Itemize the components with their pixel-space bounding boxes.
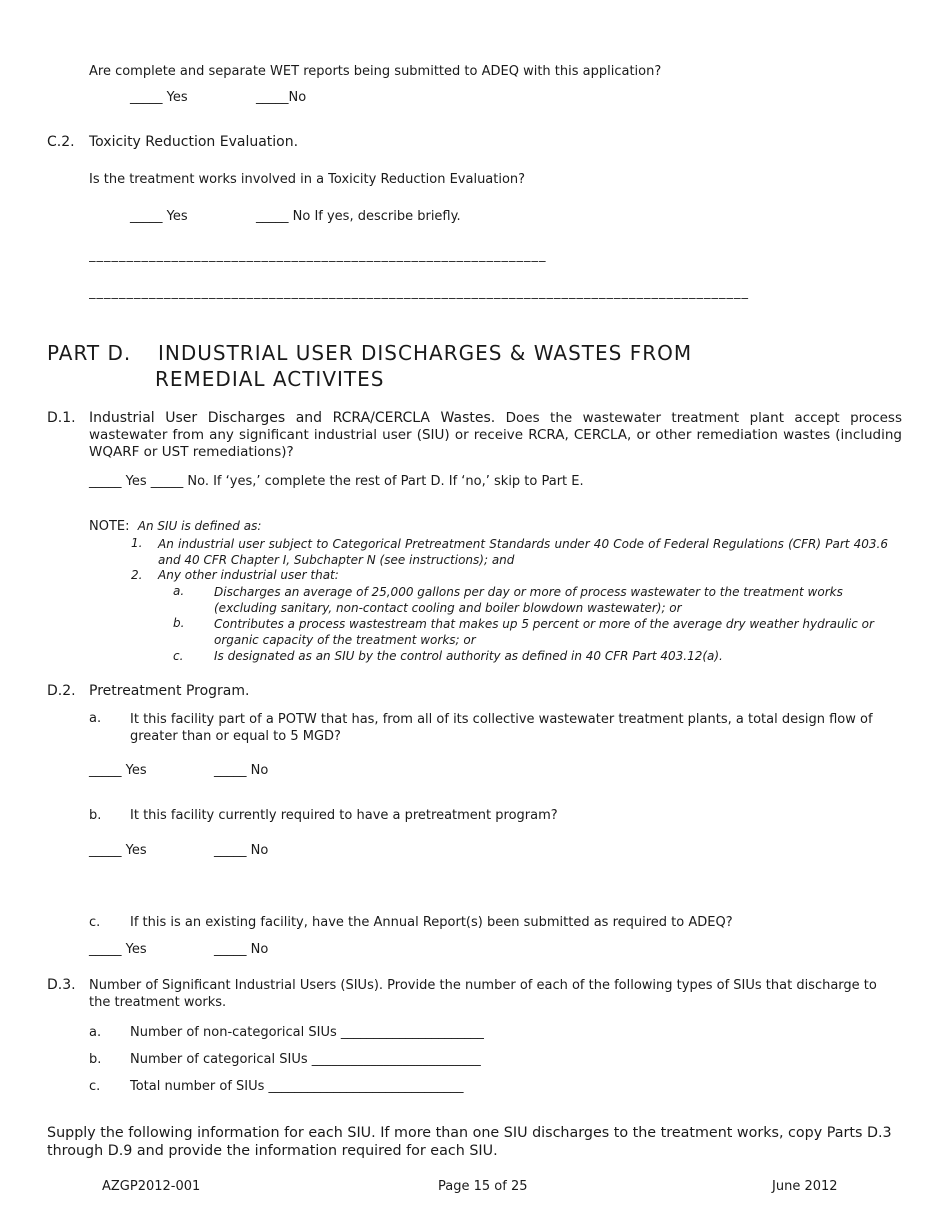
d3-non-categorical-field[interactable]: Number of non-categorical SIUs ______________________ (130, 1025, 484, 1040)
c1-yes-option[interactable]: _____ Yes (130, 90, 188, 105)
d1-text: Does the wastewater treatment plant accept process wastewater from any significant industrial user (SIU) or receive RCRA, CERCLA, or other remediation wastes (including WQARF or UST remediations)? (89, 410, 902, 460)
d1-note (89, 519, 261, 534)
d2-b-no-option[interactable]: _____ No (214, 843, 269, 858)
d1-heading: Industrial User Discharges and RCRA/CERCLA Wastes. (89, 410, 496, 426)
d2-c-marker: c. (89, 915, 101, 930)
d2-number: D.2. (47, 683, 76, 699)
note-subitem-marker: a. (173, 584, 185, 598)
note-label: NOTE: (89, 519, 130, 534)
note-subitem-text: Is designated as an SIU by the control authority as defined in 40 CFR Part 403.12(a). (214, 649, 723, 663)
footer-date: June 2012 (772, 1179, 838, 1194)
d3-item-marker: c. (89, 1079, 101, 1094)
c2-number: C.2. (47, 134, 75, 150)
d2-b-yes-option[interactable]: _____ Yes (89, 843, 147, 858)
part-d-title-line-1: INDUSTRIAL USER DISCHARGES & WASTES FROM (158, 341, 693, 365)
note-item-marker: 1. (131, 536, 143, 550)
d2-a-marker: a. (89, 711, 102, 726)
d2-a-question: It this facility part of a POTW that has, from all of its collective wastewater treatment plants, a total design flow of greater than or equal to 5 MGD? (130, 712, 873, 744)
footer-page-number: Page 15 of 25 (438, 1179, 528, 1194)
note-subitem-marker: b. (173, 616, 185, 630)
c1-question: Are complete and separate WET reports being submitted to ADEQ with this application? (89, 64, 662, 79)
note-subitem-text: Contributes a process wastestream that makes up 5 percent or more of the average dry weather hydraulic or organic capacity of the treatment works; or (214, 617, 874, 647)
note-intro: An SIU is defined as: (137, 519, 262, 533)
d2-c-no-option[interactable]: _____ No (214, 942, 269, 957)
d2-c-question: If this is an existing facility, have the Annual Report(s) been submitted as required to ADEQ? (130, 915, 733, 930)
note-item-marker: 2. (131, 568, 143, 582)
d3-total-field[interactable]: Total number of SIUs ______________________________ (130, 1079, 464, 1094)
d3-number: D.3. (47, 977, 76, 993)
d3-categorical-field[interactable]: Number of categorical SIUs __________________________ (130, 1052, 481, 1067)
note-item-text: An industrial user subject to Categorical Pretreatment Standards under 40 Code of Federal Regulations (CFR) Part 403.6 and 40 CFR Chapter I, Subchapter N (see instructions); and (158, 537, 888, 567)
note-item-text: Any other industrial user that: (158, 568, 339, 582)
c1-no-option[interactable]: _____No (256, 90, 307, 105)
c2-yes-option[interactable]: _____ Yes (130, 209, 188, 224)
d2-a-yes-option[interactable]: _____ Yes (89, 763, 147, 778)
c2-no-option[interactable]: _____ No If yes, describe briefly. (256, 209, 461, 224)
d2-b-question: It this facility currently required to have a pretreatment program? (130, 808, 558, 823)
d1-paragraph (89, 410, 902, 461)
supply-instructions: Supply the following information for each SIU. If more than one SIU discharges to the treatment works, copy Parts D.3 through D.9 and provide the information required for each SIU. (47, 1125, 892, 1159)
d2-title: Pretreatment Program. (89, 683, 250, 699)
d2-a-no-option[interactable]: _____ No (214, 763, 269, 778)
d2-c-yes-option[interactable]: _____ Yes (89, 942, 147, 957)
c2-description-line-2[interactable]: ________________________________________________________________________________________ (89, 285, 749, 300)
c2-description-line-1[interactable]: _____________________________________________________________ (89, 248, 547, 263)
part-d-title-line-2: REMEDIAL ACTIVITES (155, 367, 385, 391)
d1-number: D.1. (47, 410, 76, 426)
c2-question: Is the treatment works involved in a Toxicity Reduction Evaluation? (89, 172, 526, 187)
part-d-label: PART D. (47, 341, 132, 365)
note-subitem-text: Discharges an average of 25,000 gallons per day or more of process wastewater to the treatment works (excluding sanitary, non-contact cooling and boiler blowdown wastewater); or (214, 585, 843, 615)
note-subitem-marker: c. (173, 649, 184, 663)
d3-item-marker: a. (89, 1025, 102, 1040)
footer-form-id: AZGP2012-001 (102, 1179, 201, 1194)
d3-item-marker: b. (89, 1052, 102, 1067)
c2-title: Toxicity Reduction Evaluation. (89, 134, 299, 150)
d3-text: Number of Significant Industrial Users (SIUs). Provide the number of each of the following types of SIUs that discharge to the treatment works. (89, 978, 877, 1010)
d2-b-marker: b. (89, 808, 102, 823)
d1-answer[interactable]: _____ Yes _____ No. If ‘yes,’ complete the rest of Part D. If ‘no,’ skip to Part E. (89, 474, 584, 489)
